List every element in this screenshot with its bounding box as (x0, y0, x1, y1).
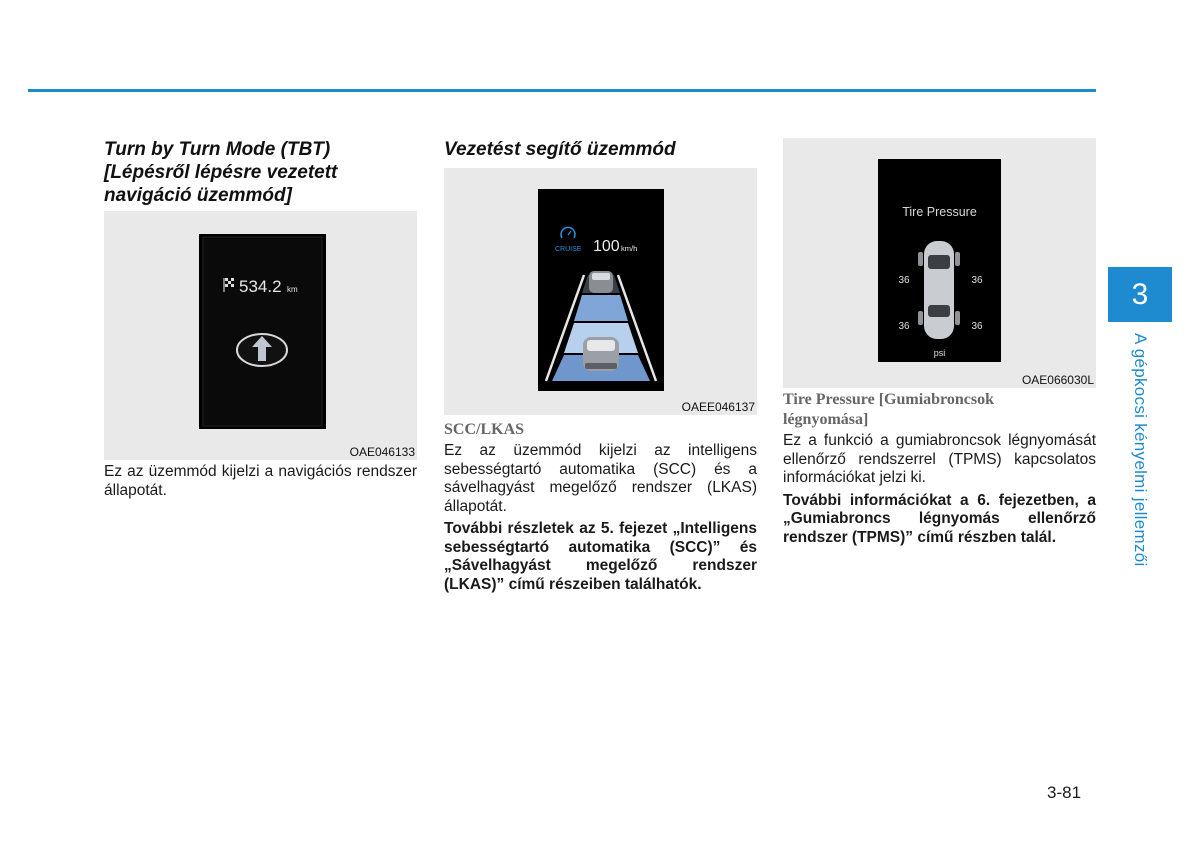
driving-assist-title: Vezetést segítő üzemmód (444, 139, 676, 160)
tire-pressure-figure-code: OAE066030L (1021, 373, 1094, 387)
tbt-title-line-1: Turn by Turn Mode (TBT) (104, 139, 331, 160)
tire-pressure-screen-title: Tire Pressure (902, 205, 977, 219)
pressure-unit: psi (933, 348, 946, 358)
scc-display-graphic (538, 189, 664, 391)
tbt-title-line-3: navigáció üzemmód] (104, 185, 292, 206)
car-top-view-icon (918, 241, 960, 339)
rear-left-pressure: 36 (898, 321, 910, 332)
tire-pressure-graphic (878, 159, 1001, 362)
tbt-display-graphic (199, 234, 326, 429)
front-right-pressure: 36 (971, 275, 983, 286)
chapter-side-title: A gépkocsi kényelmi jellemzői (1131, 333, 1150, 567)
page-number: 3-81 (1047, 783, 1082, 802)
column-tire-pressure (783, 138, 1096, 547)
scc-lkas-heading: SCC/LKAS (444, 421, 525, 438)
tire-pressure-description: Ez a funkció a gumiabroncsok légnyomását ellenőrző rendszerrel (TPMS) kapcsolatos információkat jelzi ki. (783, 432, 1096, 486)
tire-pressure-reference-note: További információkat a 6. fejezetben, a „Gumiabroncs légnyomás ellenőrző rendszer (TPMS)” című részben talál. (783, 491, 1096, 546)
speed-value: 100 (593, 238, 620, 255)
speed-unit: km/h (621, 244, 638, 253)
tire-pressure-heading-line-2: légnyomása] (783, 411, 869, 428)
tire-pressure-heading (783, 390, 1096, 430)
chapter-tab: 3 (1108, 267, 1172, 322)
tbt-figure-code: OAE046133 (349, 445, 415, 459)
tbt-display (199, 234, 326, 429)
tbt-figure (104, 211, 417, 460)
tbt-distance-value: 534.2 (239, 277, 282, 296)
column-driving-assist (444, 138, 757, 594)
scc-figure-code: OAEE046137 (681, 400, 755, 414)
rear-right-pressure: 36 (971, 321, 983, 332)
tire-pressure-display (878, 159, 1001, 362)
column-tbt (104, 138, 417, 500)
tire-pressure-figure (783, 138, 1096, 388)
straight-arrow-icon (237, 334, 287, 366)
tbt-description: Ez az üzemmód kijelzi a navigációs rendszer állapotát. (104, 463, 417, 499)
top-rule (28, 89, 1096, 92)
scc-reference-note: További részletek az 5. fejezet „Intelligens sebességtartó automatika (SCC)” és „Sávelhagyást megelőző rendszer (LKAS)” című részeiben találhatók. (444, 520, 757, 593)
cruise-label: CRUISE (555, 246, 582, 253)
tbt-title (104, 138, 417, 207)
front-left-pressure: 36 (898, 275, 910, 286)
scc-description: Ez az üzemmód kijelzi az intelligens sebességtartó automatika (SCC) és a sávelhagyást megelőző rendszer (LKAS) állapotát. (444, 442, 757, 515)
scc-figure (444, 168, 757, 415)
tire-pressure-heading-line-1: Tire Pressure [Gumiabroncsok (783, 391, 994, 408)
tbt-distance-unit: km (287, 285, 298, 294)
scc-display (538, 189, 664, 391)
tbt-title-line-2: [Lépésről lépésre vezetett (104, 162, 338, 183)
